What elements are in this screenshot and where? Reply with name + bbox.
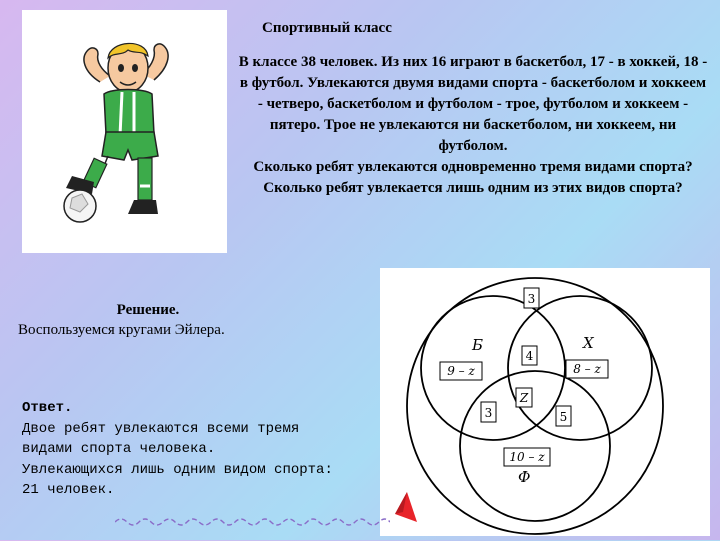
problem-paragraph-1: В классе 38 человек. Из них 16 играют в баскетбол, 17 - в хоккей, 18 - в футбол. Увлекаются двумя видами спорта - баскетболом и хоккеем - четверо, баскетболом и футболом - трое, футболом и хоккеем - пятеро. Трое не увлекаются ни баскетболом, ни хоккеем, ни футболом. — [238, 54, 708, 154]
venn-label-b: Б — [472, 336, 484, 354]
venn-bf-value: 3 — [484, 406, 493, 420]
answer-line-1: Двое ребят увлекаются всеми тремя видами спорта человека. — [22, 420, 300, 457]
venn-diagram — [380, 268, 710, 536]
soccer-player-drawing — [22, 10, 227, 253]
venn-center-value: Z — [519, 391, 529, 405]
problem-question-2: Сколько ребят увлекается лишь одним из этих видов спорта? — [263, 180, 683, 196]
venn-label-h: Х — [583, 334, 594, 352]
slide-title: Спортивный класс — [262, 20, 392, 36]
answer-heading: Ответ. — [22, 400, 73, 416]
soccer-player-illustration — [22, 10, 227, 253]
venn-f-only: 10 – z — [509, 450, 545, 464]
venn-outside-value: 3 — [527, 292, 536, 306]
red-arrow-decoration — [395, 492, 417, 524]
answer-line-2: Увлекающихся лишь одним видом спорта: 21 человек. — [22, 461, 333, 498]
venn-circle-f — [460, 371, 610, 521]
venn-svg — [380, 268, 710, 536]
venn-outer-circle — [407, 278, 663, 534]
venn-bh-value: 4 — [525, 349, 534, 363]
wavy-line-decoration — [115, 516, 390, 528]
solution-text: Воспользуемся кругами Эйлера. — [18, 322, 225, 338]
problem-text — [238, 52, 708, 199]
solution-heading: Решение. — [116, 302, 180, 318]
solution-block — [18, 300, 318, 340]
venn-b-only: 9 – z — [447, 364, 475, 378]
venn-h-only: 8 – z — [573, 362, 601, 376]
answer-block — [22, 398, 342, 501]
venn-label-f: Ф — [518, 468, 531, 486]
problem-question-1: Сколько ребят увлекаются одновременно тремя видами спорта? — [253, 159, 693, 175]
venn-hf-value: 5 — [559, 410, 568, 424]
